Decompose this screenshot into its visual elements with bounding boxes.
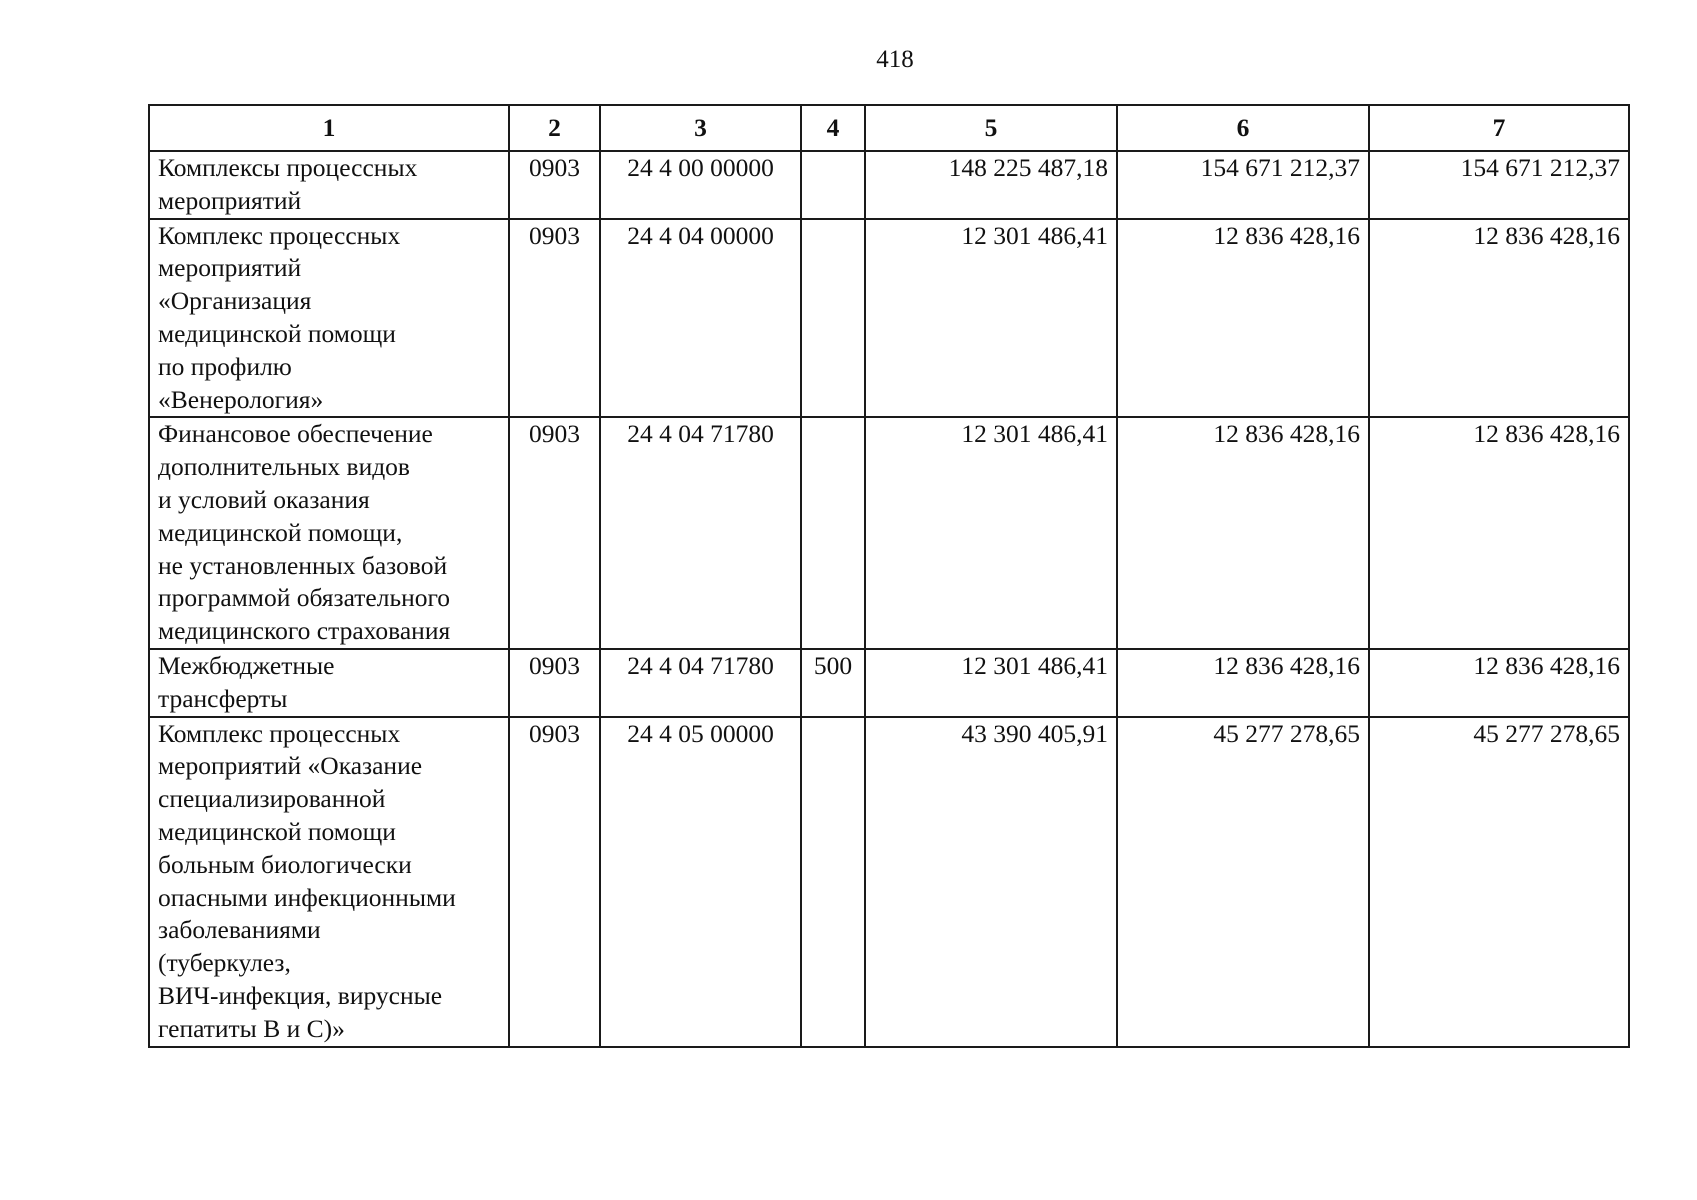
row-amount-col6: 12 836 428,16 [1117, 649, 1369, 717]
page-number: 418 [876, 46, 914, 73]
row-name: Финансовое обеспечение дополнительных видов и условий оказания медицинской помощи, не установленных базовой программой обязательного медицинского страхования [149, 417, 509, 649]
row-expense-type [801, 417, 865, 649]
row-amount-col5: 148 225 487,18 [865, 151, 1117, 219]
row-target-code: 24 4 04 00000 [600, 219, 801, 418]
header-row [149, 105, 1629, 151]
row-name: Комплекс процессных мероприятий «Организация медицинской помощи по профилю «Венерология» [149, 219, 509, 418]
row-amount-col6: 154 671 212,37 [1117, 151, 1369, 219]
col-header-6: 6 [1117, 105, 1369, 151]
row-amount-col6: 12 836 428,16 [1117, 219, 1369, 418]
col-header-1: 1 [149, 105, 509, 151]
row-target-code: 24 4 00 00000 [600, 151, 801, 219]
row-target-code: 24 4 04 71780 [600, 417, 801, 649]
table-row [149, 151, 1629, 219]
col-header-2: 2 [509, 105, 600, 151]
row-expense-type [801, 219, 865, 418]
row-amount-col5: 43 390 405,91 [865, 717, 1117, 1047]
table-row [149, 417, 1629, 649]
col-header-5: 5 [865, 105, 1117, 151]
row-name: Комплексы процессных мероприятий [149, 151, 509, 219]
row-section: 0903 [509, 219, 600, 418]
row-expense-type [801, 151, 865, 219]
row-name: Комплекс процессных мероприятий «Оказание специализированной медицинской помощи больным биологически опасными инфекционными заболеваниями (туберкулез, ВИЧ-инфекция, вирусные гепатиты В и С)» [149, 717, 509, 1047]
row-expense-type: 500 [801, 649, 865, 717]
col-header-4: 4 [801, 105, 865, 151]
budget-table [148, 104, 1630, 1048]
row-amount-col5: 12 301 486,41 [865, 417, 1117, 649]
row-expense-type [801, 717, 865, 1047]
row-target-code: 24 4 05 00000 [600, 717, 801, 1047]
row-amount-col6: 12 836 428,16 [1117, 417, 1369, 649]
table-row [149, 649, 1629, 717]
row-amount-col5: 12 301 486,41 [865, 649, 1117, 717]
row-section: 0903 [509, 717, 600, 1047]
row-section: 0903 [509, 649, 600, 717]
row-amount-col7: 12 836 428,16 [1369, 649, 1629, 717]
row-name: Межбюджетные трансферты [149, 649, 509, 717]
row-section: 0903 [509, 417, 600, 649]
row-amount-col7: 154 671 212,37 [1369, 151, 1629, 219]
col-header-3: 3 [600, 105, 801, 151]
row-amount-col6: 45 277 278,65 [1117, 717, 1369, 1047]
row-amount-col7: 12 836 428,16 [1369, 417, 1629, 649]
row-amount-col7: 12 836 428,16 [1369, 219, 1629, 418]
col-header-7: 7 [1369, 105, 1629, 151]
row-amount-col5: 12 301 486,41 [865, 219, 1117, 418]
table-row [149, 219, 1629, 418]
table-row [149, 717, 1629, 1047]
row-target-code: 24 4 04 71780 [600, 649, 801, 717]
row-amount-col7: 45 277 278,65 [1369, 717, 1629, 1047]
row-section: 0903 [509, 151, 600, 219]
